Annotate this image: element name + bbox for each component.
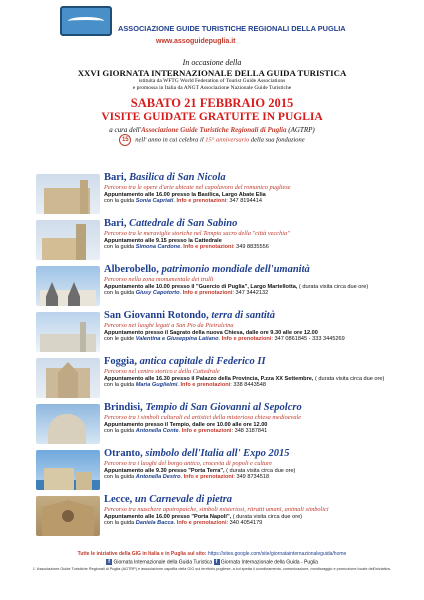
organizer-acronym: (AGTRP) bbox=[288, 126, 315, 134]
anniversary-badge: 15 bbox=[119, 134, 131, 146]
tour-photo bbox=[36, 312, 100, 352]
tour-title: Bari, Basilica di San Nicola bbox=[104, 172, 226, 183]
tour-title: Lecce, un Carnevale di pietra bbox=[104, 494, 233, 505]
tour-appointment: Appuntamento presso il Sagrato della nuova Chiesa, dalle ore 9.30 alle ore 12.00 bbox=[104, 330, 318, 336]
footer-url[interactable]: https://sites.google.com/site/giornatainternazionaleguida/home bbox=[207, 551, 347, 557]
association-website[interactable]: www.assoguidepuglia.it bbox=[156, 38, 236, 45]
tour-appointment: Appuntamento alle 16.30 presso il Palazzo della Provincia, P.zza XX Settembre, ( durata visita circa due ore) bbox=[104, 376, 385, 382]
tour-guide: con le guide Valentina e Giuseppina Latiano. Info e prenotazioni: 347 0861845 - 333 3445269 bbox=[104, 336, 345, 342]
anniversary-suffix: della sua fondazione bbox=[250, 136, 305, 144]
association-name: ASSOCIAZIONE GUIDE TURISTICHE REGIONALI DELLA PUGLIA bbox=[118, 24, 346, 33]
occasion-text: In occasione della bbox=[182, 58, 242, 67]
facebook-page-left[interactable]: Giornata Internazionale della Guida Turistica bbox=[113, 559, 213, 566]
tour-title: San Giovanni Rotondo, terra di santità bbox=[104, 310, 275, 321]
footer-facebook-line bbox=[0, 559, 424, 565]
tour-photo bbox=[36, 496, 100, 536]
tour-description: Percorso nei luoghi legati a San Pio da Pietralcina bbox=[104, 322, 234, 329]
header bbox=[0, 0, 424, 56]
facebook-icon: f bbox=[214, 559, 220, 565]
tour-guide: con la guida Antonella Conte. Info e prenotazioni: 348 3187841 bbox=[104, 428, 268, 434]
tour-appointment: Appuntamento alle 10.00 presso il "Guercio di Puglia", Largo Martellotta, ( durata visita circa due ore) bbox=[104, 284, 369, 290]
tour-guide: con la guida Daniela Bacca. Info e prenotazioni: 340 4054179 bbox=[104, 520, 263, 526]
tour-appointment: Appuntamento alle 16.00 presso "Porta Napoli", ( durata visita circa due ore) bbox=[104, 514, 303, 520]
tour-description: Percorso tra i luoghi del borgo antico, crocevia di popoli e culture bbox=[104, 460, 273, 467]
event-title: XXVI GIORNATA INTERNAZIONALE DELLA GUIDA TURISTICA bbox=[77, 68, 347, 78]
tour-title: Foggia, antica capitale di Federico II bbox=[104, 356, 266, 367]
tour-photo bbox=[36, 450, 100, 490]
footer bbox=[0, 551, 424, 571]
tour-photo bbox=[36, 358, 100, 398]
anniversary-prefix: nell' anno in cui celebra il bbox=[135, 136, 204, 144]
footer-site-line: Tutte le iniziative della GIG in Italia e in Puglia sul sito: https://sites.google.com/site/giornatainternazionaleguida/home bbox=[77, 551, 347, 557]
tour-photo bbox=[36, 404, 100, 444]
tour-description: Percorso tra maschere apotropaiche, simboli misteriosi, ritratti umani, animali simbolici bbox=[104, 506, 329, 513]
tour-photo bbox=[36, 174, 100, 214]
event-date: SABATO 21 FEBBRAIO 2015 bbox=[130, 96, 294, 110]
tour-description: Percorso tra i simboli culturali ed artistici della misteriosa chiesa medioevale bbox=[104, 414, 302, 421]
anniversary-line bbox=[0, 134, 424, 146]
tour-description: Percorso tra le meraviglie storiche nel Tempio sacro della "città vecchia" bbox=[104, 230, 290, 237]
tour-title: Otranto, simbolo dell'Italia all' Expo 2015 bbox=[104, 448, 290, 459]
tour-appointment: Appuntamento alle 9.15 presso la Cattedrale bbox=[104, 238, 222, 244]
tour-description: Percorso nella zona monumentale dei trulli bbox=[104, 276, 214, 283]
tour-description: Percorso nel centro storico e della Cattedrale bbox=[104, 368, 220, 375]
tour-title: Bari, Cattedrale di San Sabino bbox=[104, 218, 238, 229]
tour-guide: con la guida Sonia Capriati. Info e prenotazioni: 347 8194414 bbox=[104, 198, 262, 204]
angt-line: e promossa in Italia da ANGT Associazione Nazionale Guide Turistiche bbox=[132, 85, 292, 91]
organizer-prefix: a cura dell' bbox=[109, 126, 142, 134]
tour-guide: con la guida Simona Cardone. Info e prenotazioni: 349 8835556 bbox=[104, 244, 269, 250]
association-logo bbox=[60, 6, 112, 36]
tour-guide: con la guida Giusy Capotorto. Info e prenotazioni: 347 3442132 bbox=[104, 290, 269, 296]
tour-appointment: Appuntamento alle 16.00 presso la Basilica, Largo Abate Elia bbox=[104, 192, 266, 198]
tour-title: Alberobello, patrimonio mondiale dell'umanità bbox=[104, 264, 310, 275]
tour-guide: con la guida Maria Guglielmi. Info e prenotazioni: 338 8443548 bbox=[104, 382, 267, 388]
wftg-line: istituita da WFTG World Federation of Tourist Guide Associations bbox=[138, 78, 286, 84]
tour-photo bbox=[36, 266, 100, 306]
tour-description: Percorso tra le opere d'arte ubicate nel capolavoro del romanico pugliese bbox=[104, 184, 291, 191]
tour-guide: con la guida Antonella Destro. Info e prenotazioni: 349 8734518 bbox=[104, 474, 270, 480]
tour-appointment: Appuntamento alle 9.30 presso "Porta Terra", ( durata visita circa due ore) bbox=[104, 468, 296, 474]
organizer-line bbox=[0, 126, 424, 134]
tour-appointment: Appuntamento presso il Tempio, dalle ore 10.00 alle ore 12.00 bbox=[104, 422, 268, 428]
facebook-page-right[interactable]: Giornata Internazionale della Guida - Puglia bbox=[220, 559, 318, 566]
tour-photo bbox=[36, 220, 100, 260]
anniversary-highlight: 15° anniversario bbox=[205, 136, 250, 144]
facebook-icon: f bbox=[106, 559, 112, 565]
footer-legal: L' Associazione Guide Turistiche Regionali di Puglia (AGTRP) è associazione capofila della GIG sul territorio pugliese, a cui spetta il coordinamento, comunicazione, monitoraggio e promozione locale dell'iniziativa. bbox=[33, 567, 391, 572]
tour-title: Brindisi, Tempio di San Giovanni al Sepolcro bbox=[104, 402, 302, 413]
organizer-name: Associazione Guide Turistiche Regionali di Puglia bbox=[141, 126, 287, 134]
headline: VISITE GUIDATE GRATUITE IN PUGLIA bbox=[101, 111, 323, 123]
